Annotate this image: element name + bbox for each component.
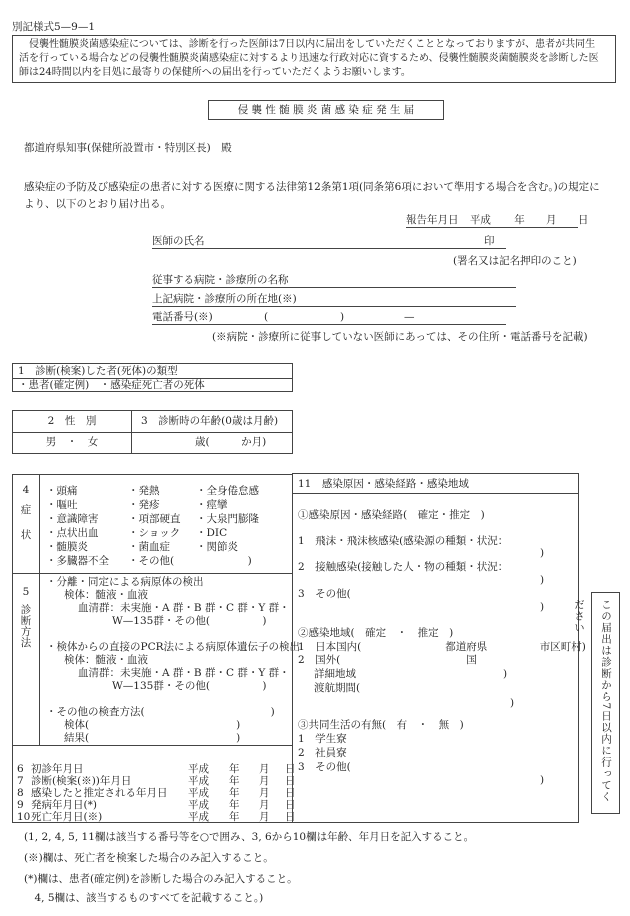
side-note-box bbox=[573, 592, 620, 814]
section-3-header: 3 診断時の年齢(0歳は月齢) bbox=[141, 415, 279, 427]
date-row-9[interactable]: 9 発病年月日(*) 平成 年 月 日 bbox=[17, 799, 296, 811]
phone-label: 電話番号(※) bbox=[152, 311, 213, 323]
footer-note-4: 4, 5欄は、該当するものすべてを記載すること。) bbox=[24, 892, 264, 904]
symptoms-col-3 bbox=[196, 484, 259, 554]
symptom-fontanelle[interactable]: ・大泉門膨隆 bbox=[196, 513, 259, 525]
report-date-field[interactable] bbox=[406, 213, 589, 228]
diagnosis-methods bbox=[46, 576, 300, 745]
hospital-address-field[interactable] bbox=[152, 292, 516, 307]
method-other[interactable]: ・その他の検査方法( ) bbox=[46, 706, 275, 718]
symptom-bacteremia[interactable]: ・菌血症 bbox=[128, 541, 170, 553]
droplet-infection[interactable]: 1 飛沫・飛沫核感染(感染源の種類・状況： bbox=[298, 535, 509, 547]
doctor-name-field[interactable] bbox=[152, 234, 506, 249]
symptom-arthritis[interactable]: ・関節炎 bbox=[196, 541, 238, 553]
symptom-consciousness[interactable]: ・意識障害 bbox=[46, 513, 99, 525]
notice-line-1: 侵襲性髄膜炎菌感染症については、診断を行った医師は7日以内に届出をしていただくこととなっておりますが、患者が共同生 bbox=[19, 39, 596, 50]
symptom-convulsion[interactable]: ・痙攣 bbox=[196, 499, 228, 511]
region-domestic[interactable]: 1 日本国内( 都道府県 市区町村) bbox=[298, 641, 586, 653]
report-date-era: 平成 bbox=[469, 214, 491, 226]
symptom-neck-stiffness[interactable]: ・項部硬直 bbox=[128, 513, 181, 525]
other-infection[interactable]: 3 その他( bbox=[298, 588, 351, 600]
form-id: 別記様式5—9—1 bbox=[12, 21, 96, 33]
report-date-month: 月 bbox=[546, 214, 557, 226]
isolation-specimen[interactable]: 検体：髄液・血液 bbox=[64, 589, 148, 601]
section-2-header: 2 性 別 bbox=[47, 415, 97, 427]
form-title-box bbox=[208, 100, 444, 120]
method-isolation[interactable]: ・分離・同定による病原体の検出 bbox=[46, 576, 204, 588]
symptoms-col-1 bbox=[46, 484, 109, 568]
hospital-address-label: 上記病院・診療所の所在地(※) bbox=[152, 293, 297, 305]
signature-note: (署名又は記名押印のこと) bbox=[453, 255, 577, 267]
date-row-7[interactable]: 7 診断(検案(※))年月日 平成 年 月 日 bbox=[17, 775, 296, 787]
phone-close-paren: ) bbox=[340, 311, 345, 323]
symptom-headache[interactable]: ・頭痛 bbox=[46, 485, 78, 497]
symptom-malaise[interactable]: ・全身倦怠感 bbox=[196, 485, 259, 497]
other-specimen[interactable]: 検体( ) bbox=[64, 719, 241, 731]
section-4-label-1: 症 bbox=[20, 504, 32, 516]
contact-infection[interactable]: 2 接触感染(接触した人・物の種類・状況： bbox=[298, 561, 509, 573]
phone-field[interactable] bbox=[152, 310, 506, 325]
doctor-name-label: 医師の氏名 bbox=[152, 235, 205, 247]
isolation-serogroup[interactable]: 血清群：未実施・A 群・B 群・C 群・Y 群・ bbox=[78, 602, 290, 614]
other-result[interactable]: 結果( ) bbox=[64, 732, 241, 744]
date-row-10[interactable]: 10 死亡年月日(※) 平成 年 月 日 bbox=[17, 811, 296, 823]
doctor-footnote: (※病院・診療所に従事していない医師にあっては、その住所・電話番号を記載) bbox=[212, 331, 588, 343]
phone-dash: — bbox=[404, 311, 415, 323]
section-1-options[interactable]: ・患者(確定例) ・感染症死亡者の死体 bbox=[18, 379, 205, 391]
pcr-serogroup[interactable]: 血清群：未実施・A 群・B 群・C 群・Y 群・ bbox=[78, 667, 290, 679]
region-detail[interactable]: 詳細地域 ) bbox=[314, 668, 508, 680]
report-date-year: 年 bbox=[514, 214, 525, 226]
section-4-number: 4 bbox=[22, 484, 30, 496]
notice-line-2: 活を行っている場合などの侵襲性髄膜炎菌感染症に対するより迅速な行政対応に資するため、侵襲性髄膜炎菌髄膜炎を診断した医 bbox=[19, 53, 599, 64]
footer-note-2: (※)欄は、死亡者を検案した場合のみ記入すること。 bbox=[24, 852, 274, 864]
symptom-fever[interactable]: ・発熱 bbox=[128, 485, 160, 497]
sex-options[interactable]: 男 ・ 女 bbox=[45, 436, 99, 448]
notice-box bbox=[12, 35, 616, 83]
infection-cause[interactable]: ①感染原因・感染経路( 確定・推定 ) bbox=[298, 509, 485, 521]
date-rows bbox=[17, 763, 296, 823]
age-field[interactable]: 歳( か月) bbox=[195, 436, 267, 448]
notice-line-3: 師は24時間以内を目処に最寄りの保健所への届出を行っていただくようお願いします。 bbox=[19, 67, 411, 78]
symptom-vomiting[interactable]: ・嘔吐 bbox=[46, 499, 78, 511]
section-4-label-2: 状 bbox=[20, 529, 32, 541]
method-pcr[interactable]: ・検体からの直接のPCR法による病原体遺伝子の検出 bbox=[46, 641, 301, 653]
section-11-box: 11 感染原因・感染経路・感染地域 ①感染原因・感染経路( 確定・推定 ) 1 飛沫・飛沫核感染(感染源の種類・状況： ) 2 接触感染(接触した人・物の種類・状況： ) 3 その他( ) ②感染地域( 確定 ・ 推定 ) 1 日本国内( 都道府県 市区町村) 2 国外( 国 詳細地域 ) 渡航期間( ) ③共同生活の有無( 有 ・ 無 ) 1 学生寮 2 社員寮 3 その他( ) bbox=[292, 473, 579, 823]
date-row-8[interactable]: 8 感染したと推定される年月日 平成 年 月 日 bbox=[17, 787, 296, 799]
symptom-rash[interactable]: ・発疹 bbox=[128, 499, 160, 511]
living-student-dorm[interactable]: 1 学生寮 bbox=[298, 733, 347, 745]
footer-note-3: (*)欄は、患者(確定例)を診断した場合のみ記入すること。 bbox=[24, 873, 298, 885]
symptom-mof[interactable]: ・多臓器不全 bbox=[46, 555, 109, 567]
hospital-name-label: 従事する病院・診療所の名称 bbox=[152, 274, 289, 286]
pcr-serogroup-other[interactable]: W—135群・その他( ) bbox=[112, 680, 267, 692]
addressee: 都道府県知事(保健所設置市・特別区長) 殿 bbox=[24, 142, 232, 154]
report-date-label: 報告年月日 bbox=[406, 214, 459, 226]
report-date-day: 日 bbox=[577, 214, 589, 226]
living-other[interactable]: 3 その他( bbox=[298, 761, 351, 773]
travel-period[interactable]: 渡航期間( bbox=[314, 682, 361, 694]
pcr-specimen[interactable]: 検体：髄液・血液 bbox=[64, 654, 148, 666]
hospital-name-field[interactable] bbox=[152, 273, 516, 288]
footer-note-1: (1, 2, 4, 5, 11欄は該当する番号等を○で囲み、3, 6から10欄は年齢、年月日を記入すること。 bbox=[24, 831, 475, 843]
section-11-header: 11 感染原因・感染経路・感染地域 bbox=[298, 478, 469, 490]
form-title: 侵 襲 性 髄 膜 炎 菌 感 染 症 発 生 届 bbox=[237, 104, 415, 116]
symptom-meningitis[interactable]: ・髄膜炎 bbox=[46, 541, 88, 553]
seal-mark: 印 bbox=[484, 235, 495, 247]
communal-living[interactable]: ③共同生活の有無( 有 ・ 無 ) bbox=[298, 719, 464, 731]
symptom-other[interactable]: ・その他( ) bbox=[128, 555, 252, 567]
region-overseas[interactable]: 2 国外( 国 bbox=[298, 654, 477, 666]
symptom-shock[interactable]: ・ショック bbox=[128, 527, 181, 539]
intro-line-2: より、以下のとおり届け出る。 bbox=[24, 198, 171, 210]
side-note: この届出は診断から7日以内に行ってください bbox=[573, 599, 612, 803]
section-2-3-box bbox=[12, 410, 293, 454]
section-5-number: 5 bbox=[22, 586, 30, 598]
section-5-label: 診 断 方 法 bbox=[20, 604, 32, 649]
date-row-6[interactable]: 6 初診年月日 平成 年 月 日 bbox=[17, 763, 296, 775]
isolation-serogroup-other[interactable]: W—135群・その他( ) bbox=[112, 615, 267, 627]
phone-open-paren: ( bbox=[264, 311, 269, 323]
section-1-header: 1 診断(検案)した者(死体)の類型 bbox=[18, 365, 178, 377]
intro-line-1: 感染症の予防及び感染症の患者に対する医療に関する法律第12条第1項(同条第6項において準用する場合を含む。)の規定に bbox=[24, 181, 600, 193]
left-sections-box bbox=[12, 474, 301, 823]
symptom-dic[interactable]: ・DIC bbox=[196, 527, 228, 539]
infection-region[interactable]: ②感染地域( 確定 ・ 推定 ) bbox=[298, 627, 454, 639]
section-1-box bbox=[12, 363, 293, 392]
symptom-petechiae[interactable]: ・点状出血 bbox=[46, 527, 99, 539]
living-company-dorm[interactable]: 2 社員寮 bbox=[298, 747, 347, 759]
